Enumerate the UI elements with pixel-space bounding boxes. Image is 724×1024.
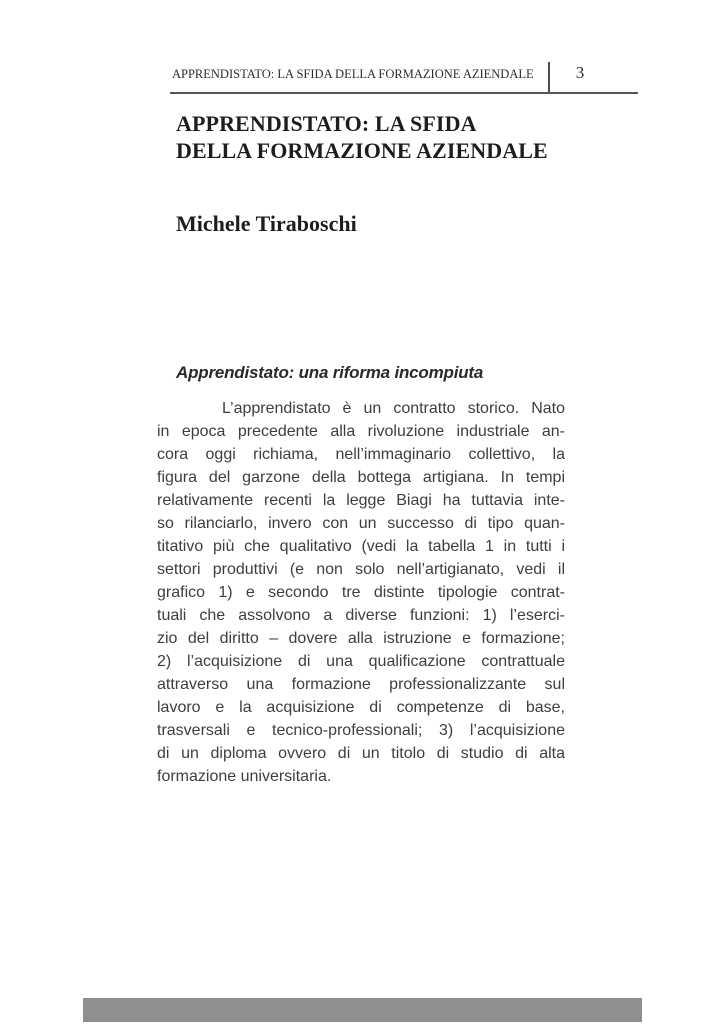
document-title-line1: APPRENDISTATO: LA SFIDA (176, 111, 477, 136)
page-number: 3 (575, 63, 585, 82)
body-line: figura del garzone della bottega artigiana. In tempi (157, 469, 565, 486)
header-rule (170, 92, 638, 94)
body-line: 2) l’acquisizione di una qualificazione contrattuale (157, 653, 565, 670)
body-paragraph (157, 397, 565, 788)
running-header-title: APPRENDISTATO: LA SFIDA DELLA FORMAZIONE AZIENDALE (172, 67, 534, 81)
body-line: relativamente recenti la legge Biagi ha tuttavia inte- (157, 492, 565, 509)
document-title (176, 110, 548, 164)
body-line: titativo più che qualitativo (vedi la tabella 1 in tutti i (157, 538, 565, 555)
body-line: L’apprendistato è un contratto storico. Nato (222, 400, 565, 417)
body-line: trasversali e tecnico-professionali; 3) l’acquisizione (157, 722, 565, 739)
body-line: lavoro e la acquisizione di competenze di base, (157, 699, 565, 716)
body-line: di un diploma ovvero di un titolo di studio di alta (157, 745, 565, 762)
author-name: Michele Tiraboschi (176, 211, 357, 236)
body-line: so rilanciarlo, invero con un successo di tipo quan- (157, 515, 565, 532)
body-line: zio del diritto – dovere alla istruzione e formazione; (157, 630, 565, 647)
body-line: attraverso una formazione professionalizzante sul (157, 676, 565, 693)
body-line: grafico 1) e secondo tre distinte tipologie contrat- (157, 584, 565, 601)
body-line: tuali che assolvono a diverse funzioni: 1) l’eserci- (157, 607, 565, 624)
document-title-line2: DELLA FORMAZIONE AZIENDALE (176, 138, 548, 163)
body-line: in epoca precedente alla rivoluzione industriale an- (157, 423, 565, 440)
body-line: settori produttivi (e non solo nell’artigianato, vedi il (157, 561, 565, 578)
body-line: formazione universitaria. (157, 768, 332, 785)
footer-bar (83, 998, 642, 1022)
body-line: cora oggi richiama, nell’immaginario collettivo, la (157, 446, 565, 463)
section-heading: Apprendistato: una riforma incompiuta (176, 363, 484, 382)
